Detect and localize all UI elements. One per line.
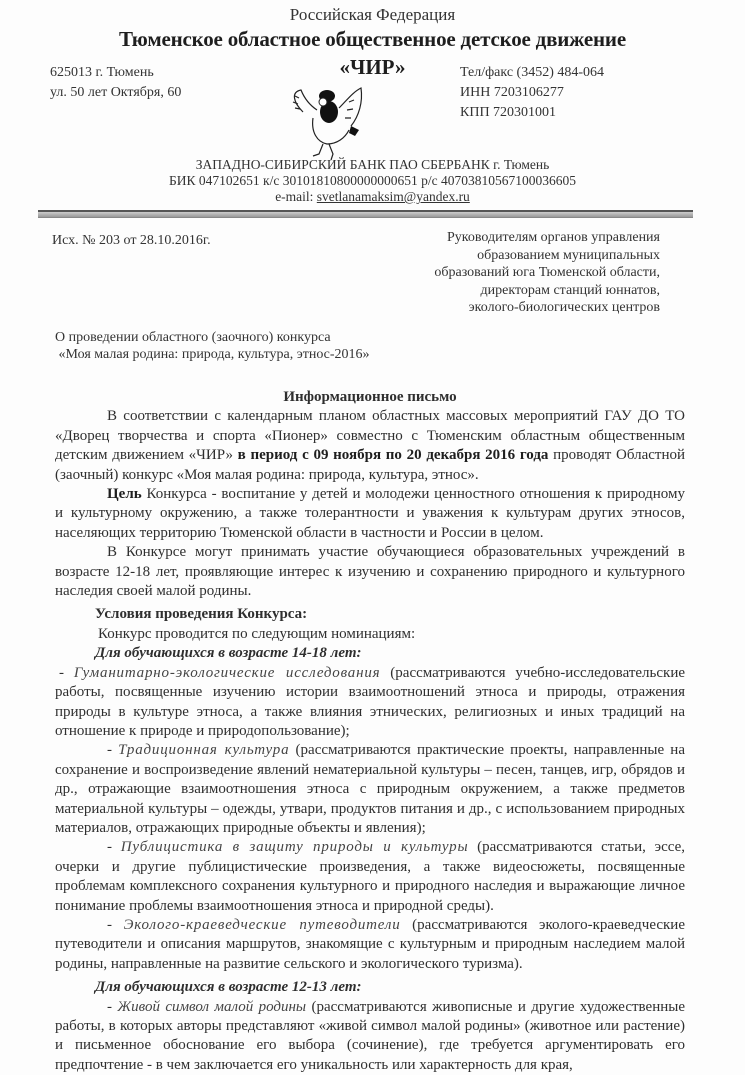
goal-text: Конкурса - воспитание у детей и молодежи ценностного отношения к природному и культурному окружению, а также толерантности и уважения к культурам других этносов, населяющих территорию Тюменской области в частности и России в целом. bbox=[55, 486, 685, 541]
goal-label: Цель bbox=[107, 486, 142, 503]
contacts-block bbox=[460, 63, 604, 123]
kpp: КПП 720301001 bbox=[460, 105, 557, 120]
nomination-dash: - bbox=[107, 742, 119, 759]
conditions-heading: Условия проведения Конкурса: bbox=[95, 606, 308, 623]
nomination-item bbox=[55, 998, 685, 1075]
email-label: e-mail: bbox=[275, 189, 317, 204]
recipient-line: Руководителям органов управления bbox=[446, 230, 660, 245]
nomination-desc: (рассматриваются учебно-исследовательские работы, посвященные изучению истории взаимоотношений этноса и природы, отражения природы в культуре этноса, а также влияния этнических, религиозных и иных традиций на отношение к природе и природопользование); bbox=[55, 664, 686, 739]
bank-name: ЗАПАДНО-СИБИРСКИЙ БАНК ПАО СБЕРБАНК г. Тюмень bbox=[195, 157, 550, 172]
address-line: 625013 г. Тюмень bbox=[50, 65, 154, 80]
nominations-intro: Конкурс проводится по следующим номинациям: bbox=[98, 625, 416, 642]
rooster-logo-icon bbox=[283, 82, 373, 162]
letterhead-divider bbox=[38, 210, 693, 218]
letter-title: Информационное письмо bbox=[283, 389, 457, 405]
nomination-dash: - bbox=[107, 998, 118, 1015]
nomination-name: Гуманитарно-экологические исследования bbox=[73, 664, 381, 681]
country-heading: Российская Федерация bbox=[289, 5, 456, 24]
nomination-item bbox=[55, 838, 685, 916]
email-link[interactable]: svetlanamaksim@yandex.ru bbox=[316, 189, 470, 204]
recipient-line: образований юга Тюменской области, bbox=[434, 265, 660, 280]
nomination-dash: - bbox=[107, 839, 121, 856]
bank-accounts: БИК 047102651 к/с 30101810800000000651 р/с 40703810567100036605 bbox=[169, 173, 576, 188]
outgoing-reference: Исх. № 203 от 28.10.2016г. bbox=[52, 233, 211, 248]
subject-block bbox=[55, 329, 370, 363]
nomination-desc: (рассматриваются практические проекты, направленные на сохранение и воспроизведение явлений нематериальной культуры – песен, танцев, игр, обрядов и др., отражающие взаимоотношения этноса с природным окружением, а также предметов материальной культуры – одежды, утвари, продуктов питания и др., с использованием природных материалов, отражающих природные объекты и явления); bbox=[55, 742, 685, 836]
nomination-dash: - bbox=[59, 664, 74, 681]
age-group-heading: Для обучающихся в возрасте 12-13 лет: bbox=[95, 979, 362, 996]
recipient-line: образованием муниципальных bbox=[477, 247, 660, 263]
nomination-name: Живой символ малой родины bbox=[117, 998, 307, 1015]
intro-text: В соответствии с календарным планом областных массовых мероприятий ГАУ ДО ТО «Дворец творчества и спорта «Пионер» совместно с Тюменским областным общественным детским движением «ЧИР» bbox=[55, 408, 685, 464]
phone-fax: Тел/факс (3452) 484-064 bbox=[460, 65, 605, 80]
nomination-item bbox=[55, 916, 685, 974]
subject-line: «Моя малая родина: природа, культура, этнос-2016» bbox=[55, 347, 370, 362]
nomination-name: Публицистика в защиту природы и культуры bbox=[120, 839, 469, 856]
nomination-item bbox=[55, 741, 685, 838]
recipient-line: эколого-биологических центров bbox=[468, 300, 660, 315]
address-line: ул. 50 лет Октября, 60 bbox=[50, 85, 182, 100]
nomination-dash: - bbox=[107, 916, 124, 933]
nomination-desc: (рассматриваются статьи, эссе, очерки и другие публицистические произведения, а также видеосюжеты, посвященные проблемам комплексного сохранения культурного и природного наследия и выражающие личное понимание проблемы взаимоотношения этноса и природной среды). bbox=[55, 839, 685, 914]
paragraph-intro bbox=[55, 407, 685, 485]
recipient-line: директорам станций юннатов, bbox=[480, 282, 660, 298]
address-block bbox=[50, 63, 181, 103]
nomination-name: Традиционная культура bbox=[118, 742, 290, 759]
paragraph-participants: В Конкурсе могут принимать участие обучающиеся образовательных учреждений в возрасте 12-18 лет, проявляющие интерес к изучению и сохранению природного и культурного наследия своей малой родины. bbox=[55, 544, 685, 600]
nomination-desc: (рассматриваются эколого-краеведческие путеводители и описания маршрутов, знакомящие с культурным и природным наследием малой родины, направленные на развитие сельского и экологического туризма). bbox=[55, 916, 685, 972]
nomination-name: Эколого-краеведческие путеводители bbox=[123, 916, 401, 933]
recipient-block bbox=[400, 229, 660, 317]
bank-details bbox=[0, 157, 745, 205]
intro-text-end: проводят Областной (заочный) конкурс «Моя малая родина: природа, культура, этнос». bbox=[55, 447, 685, 483]
letter-body bbox=[55, 388, 685, 1075]
period-dates: в период с 09 ноября по 20 декабря 2016 года bbox=[237, 447, 549, 464]
subject-line: О проведении областного (заочного) конкурса bbox=[55, 330, 331, 345]
inn: ИНН 7203106277 bbox=[460, 85, 564, 100]
email-line bbox=[0, 189, 745, 205]
age-group-heading: Для обучающихся в возрасте 14-18 лет: bbox=[95, 645, 362, 662]
nomination-desc: (рассматриваются живописные и другие художественные работы, в которых авторы представляют «живой символ малой родины» (животное или растение) и письменное обоснование его выбора (сочинение), где требуется аргументировать его предпочтение - в чем заключается его уникальность или характерность для края, bbox=[55, 998, 685, 1073]
organization-short-name: «ЧИР» bbox=[339, 55, 406, 79]
paragraph-goal bbox=[55, 485, 685, 543]
organization-name: Тюменское областное общественное детское движение bbox=[119, 27, 626, 51]
nomination-item bbox=[55, 664, 685, 742]
